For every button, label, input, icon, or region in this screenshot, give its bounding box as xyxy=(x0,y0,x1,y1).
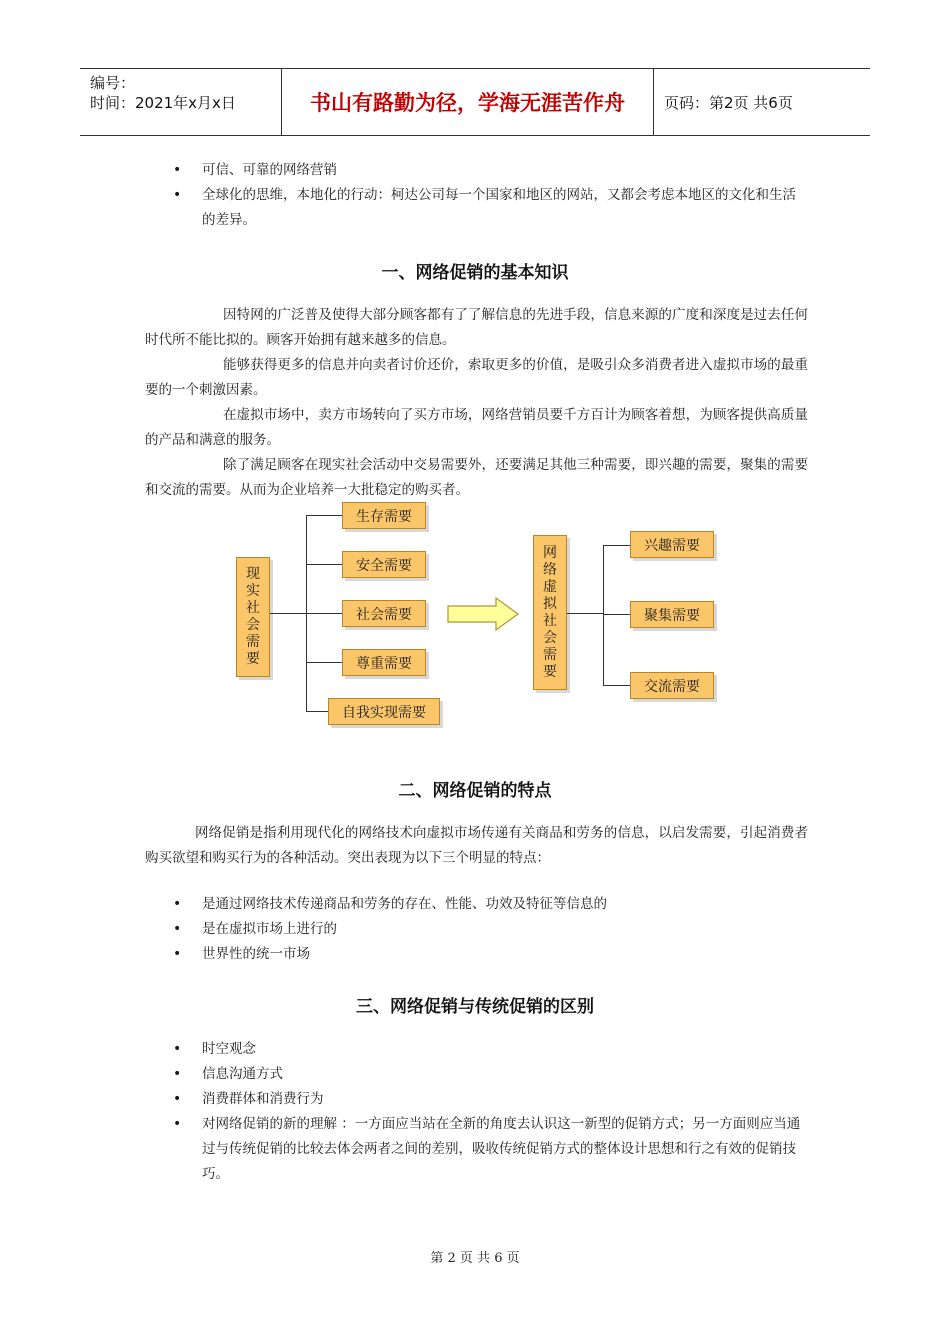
diagram-right-title-text xyxy=(543,545,557,681)
time-label: 时间：2021年x月x日 xyxy=(90,94,236,112)
bullet-icon: • xyxy=(173,946,182,962)
section-heading: 一、网络促销的基本知识 xyxy=(381,263,569,283)
diagram-right-item: 兴趣需要 xyxy=(630,531,714,558)
vertical-char: 虚 xyxy=(543,578,557,595)
document-page: 编号： 时间：2021年x月x日 书山有路勤为径，学海无涯苦作舟 页码：第2页 共6页 • 可信、可靠的网络营销 • 全球化的思维，本地化的行动：柯达公司每一个国家和地区的网站，又都会考虑本地区的文化和生活的差异。 一、网络促销的基本知识 因特网的广泛普及使得大部分顾客都有了了解信息的先进手段，信息来源的广度和深度是过去任何时代所不能比拟的。顾客开始拥有越来越多的信息。 能够获得更多的信息并向卖者讨价还价，索取更多的价值，是吸引众多消费者进入虚拟市场的最重要的一个刺激因素。 在虚拟市场中，卖方市场转向了买方市场，网络营销员要千方百计为顾客着想，为顾客提供高质量的产品和满意的服务。 除了满足顾客在现实社会活动中交易需要外，还要满足其他三种需要，即兴趣的需要，聚集的需要和交流的需要。从而为企业培养一大批稳定的购买者。 现 实 社 会 需 要 生存需要 安全需要 社会需要 尊重需要 自我实现需要 网 络 虚 拟 社 会 需 要 兴趣需要 聚集需要 交流需要 二、网络促销的特点 网络促销是指利用现代化的网络技术向虚拟市场传递有关商品和劳务的信息，以启发需要，引起消费者购买欲望和购买行为的各种活动。突出表现为以下三个明显的特点： • 是通过网络技术传递商品和劳务的存在、性能、功效及特征等信息的 • 是在虚拟市场上进行的 • 世界性的统一市场 三、网络促销与传统促销的区别 • 时空观念 • 信息沟通方式 • 消费群体和消费行为 • 对网络促销的新的理解 ：一方面应当站在全新的角度去认识这一新型的促销方式；另一方面则应当通过与传统促销的比较去体会两者之间的差别，吸收传统促销方式的整体设计思想和行之有效的促销技巧。 第 2 页 共 6 页 xyxy=(0,0,950,1344)
connector-line xyxy=(306,613,342,614)
paragraph: 除了满足顾客在现实社会活动中交易需要外，还要满足其他三种需要，即兴趣的需要，聚集的需要和交流的需要。从而为企业培养一大批稳定的购买者。 xyxy=(145,457,808,498)
connector-line xyxy=(270,613,306,614)
number-label: 编号： xyxy=(90,74,136,92)
page-footer: 第 2 页 共 6 页 xyxy=(430,1251,520,1266)
vertical-char: 拟 xyxy=(543,595,557,612)
connector-line xyxy=(306,515,342,516)
bullet-icon: • xyxy=(173,162,182,178)
diagram-left-item: 社会需要 xyxy=(342,600,426,627)
bullet-icon: • xyxy=(173,1091,182,1107)
connector-line xyxy=(603,685,630,686)
vertical-char: 会 xyxy=(543,629,557,646)
header-page-info: 页码：第2页 共6页 xyxy=(664,93,793,112)
bullet-icon: • xyxy=(173,1116,182,1132)
bullet-icon: • xyxy=(173,187,182,203)
diagram-left-title-text xyxy=(246,566,260,668)
vertical-char: 络 xyxy=(543,561,557,578)
diagram-left-item: 尊重需要 xyxy=(342,649,426,676)
header-motto: 书山有路勤为径，学海无涯苦作舟 xyxy=(282,69,654,135)
header-meta xyxy=(80,69,282,135)
paragraph: 网络促销是指利用现代化的网络技术向虚拟市场传递有关商品和劳务的信息，以启发需要，引起消费者购买欲望和购买行为的各种活动。突出表现为以下三个明显的特点： xyxy=(145,825,808,866)
vertical-char: 要 xyxy=(246,651,260,667)
bullet-icon: • xyxy=(173,1041,182,1057)
connector-line xyxy=(306,711,328,712)
section-heading: 二、网络促销的特点 xyxy=(398,781,552,801)
diagram-right-title xyxy=(533,535,567,690)
paragraph: 因特网的广泛普及使得大部分顾客都有了了解信息的先进手段，信息来源的广度和深度是过去任何时代所不能比拟的。顾客开始拥有越来越多的信息。 xyxy=(145,307,808,348)
connector-line xyxy=(306,662,342,663)
diagram-left-title xyxy=(236,557,270,677)
bullet-icon: • xyxy=(173,921,182,937)
vertical-char: 社 xyxy=(246,600,260,616)
diagram-right-item: 交流需要 xyxy=(630,672,714,699)
vertical-char: 社 xyxy=(543,612,557,629)
connector-line xyxy=(603,614,630,615)
vertical-char: 需 xyxy=(543,646,557,663)
bullet-icon: • xyxy=(173,896,182,912)
section-heading: 三、网络促销与传统促销的区别 xyxy=(356,997,594,1017)
connector-line xyxy=(306,564,342,565)
paragraph: 能够获得更多的信息并向卖者讨价还价，索取更多的价值，是吸引众多消费者进入虚拟市场的最重要的一个刺激因素。 xyxy=(145,357,808,398)
vertical-char: 会 xyxy=(246,617,260,633)
vertical-char: 现 xyxy=(246,566,260,582)
paragraph: 在虚拟市场中，卖方市场转向了买方市场，网络营销员要千方百计为顾客着想，为顾客提供高质量的产品和满意的服务。 xyxy=(145,407,808,448)
page-header xyxy=(80,68,870,136)
diagram-left-item: 自我实现需要 xyxy=(328,698,440,725)
connector-line xyxy=(567,613,603,614)
diagram-right-item: 聚集需要 xyxy=(630,601,714,628)
vertical-char: 实 xyxy=(246,583,260,599)
bullet-icon: • xyxy=(173,1066,182,1082)
vertical-char: 要 xyxy=(543,663,557,680)
right-arrow-icon xyxy=(446,596,522,632)
vertical-char: 需 xyxy=(246,634,260,650)
diagram-left-item: 生存需要 xyxy=(342,502,426,529)
diagram-left-item: 安全需要 xyxy=(342,551,426,578)
vertical-char: 网 xyxy=(543,544,557,561)
connector-line xyxy=(603,545,604,685)
connector-line xyxy=(603,545,630,546)
